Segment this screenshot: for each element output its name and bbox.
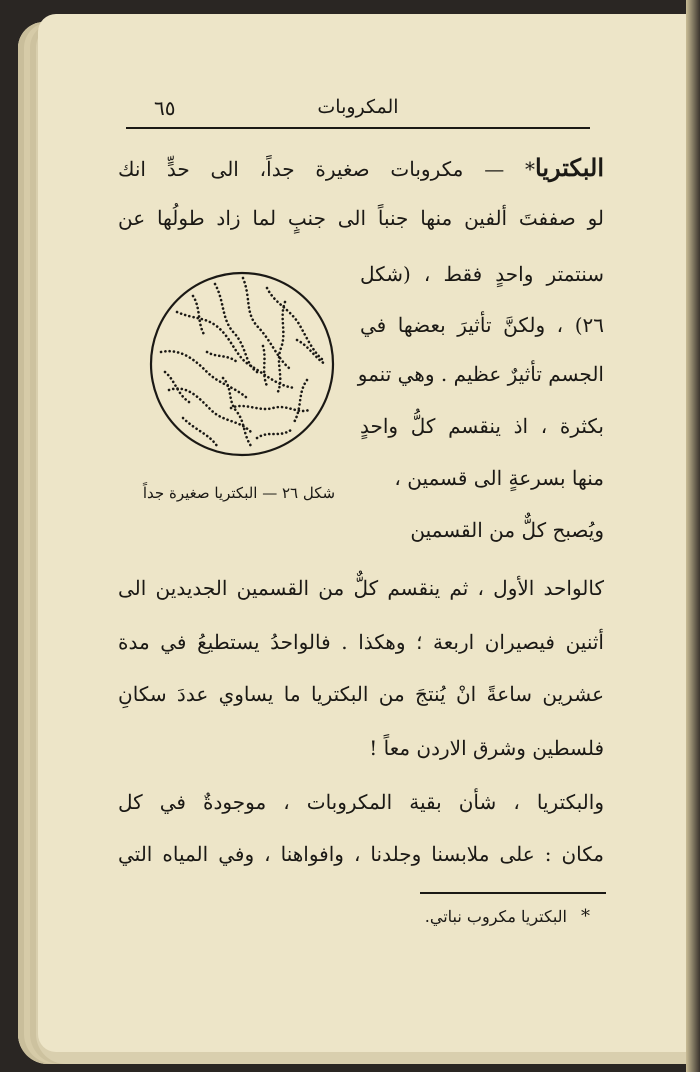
footnote — [340, 906, 590, 927]
footnote-mark: * — [581, 906, 590, 927]
page-header — [126, 96, 590, 126]
section-heading: البكتريا — [535, 153, 604, 182]
footnote-rule — [420, 892, 606, 894]
text-line-1 — [118, 154, 604, 183]
text-line-2: لو صففتَ ألفين منها جنباً الى جنبٍ لما زاد طولُها عن — [118, 206, 604, 230]
running-title: المكروبات — [317, 96, 399, 118]
text-line-14: مكان : على ملابسنا وجلدنا ، وافواهنا ، وفي المياه التي — [118, 842, 604, 866]
page-number: ٦٥ — [154, 96, 176, 120]
figure-caption: شكل ٢٦ — البكتريا صغيرة جداً — [142, 484, 336, 502]
text-line-3: سنتمتر واحدٍ فقط ، (شكل — [360, 262, 604, 286]
bacteria-microscope-figure — [147, 268, 337, 460]
header-rule — [126, 127, 590, 129]
book-spine — [686, 0, 700, 1072]
text-line-10: أثنين فيصيران اربعة ؛ وهكذا . فالواحدُ يستطيعُ في مدة — [118, 630, 604, 654]
footnote-text: البكتريا مكروب نباتي. — [424, 907, 567, 926]
text-line-5: الجسم تأثيرٌ عظيم . وهي تنمو — [357, 362, 604, 386]
text-line-11: عشرين ساعةً انْ يُنتجَ من البكتريا ما يساوي عددَ سكانِ — [118, 682, 604, 706]
text-line-8: ويُصبح كلٌّ من القسمين — [410, 518, 604, 542]
text-line-9: كالواحد الأول ، ثم ينقسم كلٌّ من القسمين الجديدين الى — [118, 576, 604, 600]
text-line-1-rest: — مكروبات صغيرة جداً، الى حدٍّ انك — [118, 157, 505, 181]
text-line-13: والبكتريا ، شأن بقية المكروبات ، موجودةٌ في كل — [118, 790, 604, 814]
text-line-4: ٢٦) ، ولكنَّ تأثيرَ بعضها في — [360, 313, 604, 337]
text-line-12: فلسطين وشرق الاردن معاً ! — [369, 736, 604, 760]
text-line-7: منها بسرعةٍ الى قسمين ، — [394, 466, 604, 490]
footnote-reference: * — [525, 157, 536, 181]
text-line-6: بكثرة ، اذ ينقسم كلُّ واحدٍ — [360, 414, 604, 438]
